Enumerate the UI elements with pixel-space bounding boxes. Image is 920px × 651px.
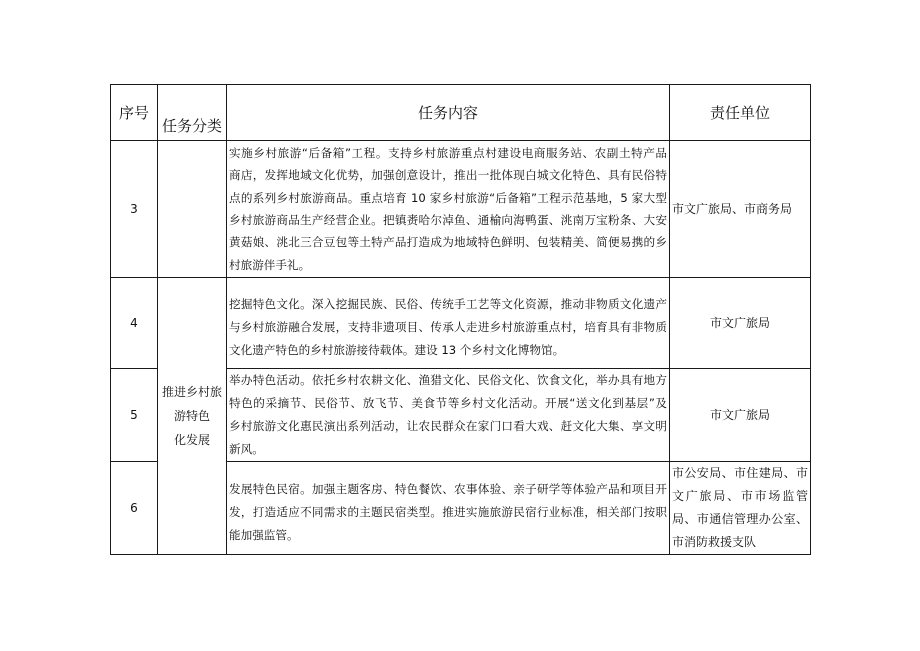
content-line: 新风。 [229,442,264,456]
table-row [111,278,811,369]
category-line: 游特色 [173,409,210,423]
responsible-unit: 市文广旅局 [670,278,811,369]
row-number: 3 [111,141,158,278]
task-table [110,84,811,555]
content-line: 发，打造适应不同需求的主题民宿类型。推进实施旅游民宿行业标准，相关部门按职 [229,504,667,519]
content-line: 实施乡村旅游“后备箱”工程。支持乡村旅游重点村建设电商服务站、农副土特产品 [229,146,667,161]
header-unit: 责任单位 [670,85,811,141]
content-line: 乡村旅游文化惠民演出系列活动，让农民群众在家门口看大戏、赶文化大集、享文明 [229,419,667,433]
content-line: 与乡村旅游融合发展，支持非遗项目、传承人走进乡村旅游重点村，培育具有非物质 [229,319,667,334]
task-content [227,462,670,555]
responsible-unit [670,462,811,555]
content-line: 发展特色民宿。加强主题客房、特色餐饮、农事体验、亲子研学等体验产品和项目开 [229,481,667,496]
unit-line: 局、市通信管理办公室、 [672,512,808,526]
category-cell [158,278,227,555]
unit-line: 文广旅局、市市场监管 [672,489,808,503]
category-line: 推进乡村旅 [161,385,222,399]
task-content [227,278,670,369]
content-line: 商店，发挥地域文化优势，加强创意设计，推出一批体现白城文化特色、具有民俗特 [229,168,667,183]
responsible-unit: 市文广旅局 [670,369,811,462]
task-content [227,141,670,278]
unit-line: 市消防救援支队 [672,535,757,549]
content-line: 乡村旅游商品生产经营企业。把镇赉哈尔淖鱼、通榆向海鸭蛋、洮南万宝粉条、大安 [229,213,667,227]
content-line: 村旅游伴手礼。 [229,257,311,272]
table-row [111,141,811,278]
category-line: 化发展 [173,433,210,447]
task-content [227,369,670,462]
row-number: 4 [111,278,158,369]
content-line: 特色的采摘节、民俗节、放飞节、美食节等乡村文化活动。开展“送文化到基层”及 [229,396,667,410]
content-line: 黄菇娘、洮北三合豆包等土特产品打造成为地域特色鲜明、包装精美、简便易携的乡 [229,235,667,250]
content-line: 挖掘特色文化。深入挖掘民族、民俗、传统手工艺等文化资源，推动非物质文化遗产 [229,296,667,311]
content-line: 点的系列乡村旅游商品。重点培育 10 家乡村旅游“后备箱”工程示范基地，5 家大型 [229,190,667,205]
row-number: 6 [111,462,158,555]
category-cell-empty [158,141,227,278]
header-no: 序号 [111,85,158,141]
unit-line: 市公安局、市住建局、市 [672,466,808,480]
content-line: 能加强监管。 [229,527,299,542]
header-row [111,85,811,141]
content-line: 举办特色活动。依托乡村农耕文化、渔猎文化、民俗文化、饮食文化，举办具有地方 [229,373,667,387]
row-number: 5 [111,369,158,462]
header-category: 任务分类 [158,85,227,141]
content-line: 文化遗产特色的乡村旅游接待载体。建设 13 个乡村文化博物馆。 [229,342,565,357]
header-content: 任务内容 [227,85,670,141]
responsible-unit: 市文广旅局、市商务局 [670,141,811,278]
